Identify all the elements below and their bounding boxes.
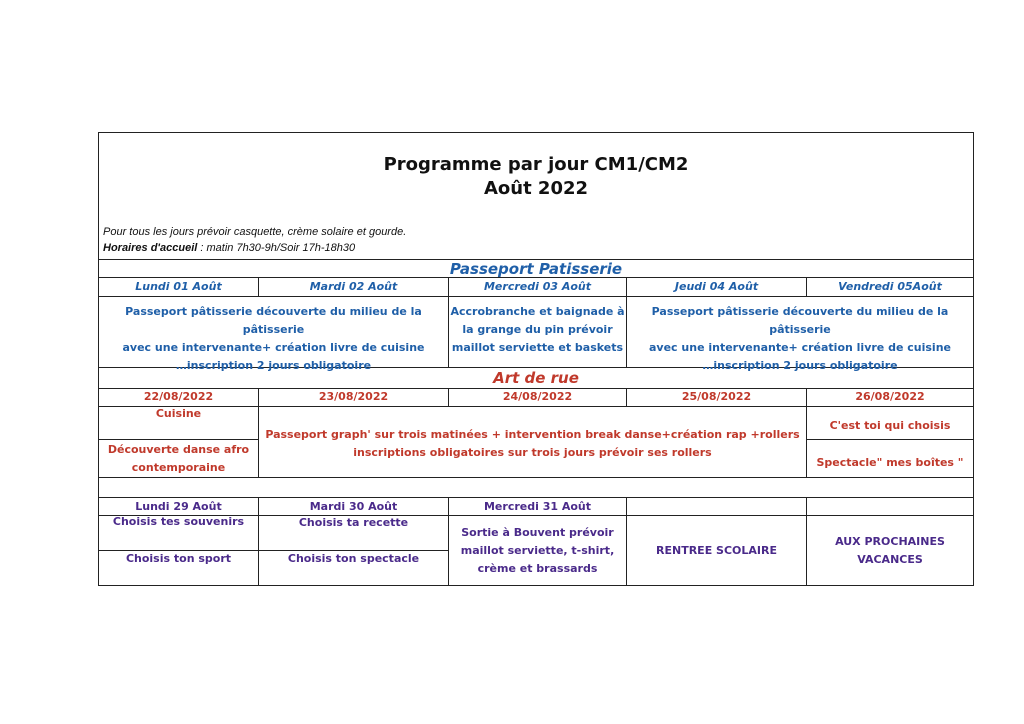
activity-sport: Choisis ton sport [125,552,232,565]
section-title-art-de-rue: Art de rue [493,369,579,387]
activity-line: crème et brassards [477,562,598,575]
activity-line: maillot serviette, t-shirt, [460,544,615,557]
day-header: Mercredi 31 Août [483,500,591,513]
activity-passeport-patisserie-2 [627,303,973,375]
activity-spectacle: Spectacle" mes boîtes " [816,456,964,469]
activity-line: …inscription 2 jours obligatoire [175,359,372,372]
date-header: 23/08/2022 [318,390,389,403]
activity-line: contemporaine [131,461,226,474]
day-header: Lundi 01 Août [135,280,222,293]
activity-cuisine: Cuisine [155,407,202,420]
schedule-frame [98,132,974,586]
rentree-scolaire: RENTREE SCOLAIRE [656,544,777,557]
page-title [99,153,973,201]
date-header: 26/08/2022 [855,390,925,403]
activity-line: Découverte danse afro [107,443,250,456]
activity-danse-afro [99,441,258,477]
day-header: Vendredi 05Août [838,280,942,293]
activity-line: Sortie à Bouvent prévoir [461,526,614,539]
activity-accrobranche [449,303,626,357]
day-header: Mercredi 03 Août [483,280,591,293]
divider [99,296,973,297]
activity-line: la grange du pin prévoir [462,323,613,336]
note-hours: : matin 7h30-9h/Soir 17h-18h30 [197,242,356,254]
day-header: Lundi 29 Août [135,500,222,513]
activity-passeport-graph [259,426,806,462]
activity-line: Passeport pâtisserie découverte du milieu de la pâtisserie [651,305,949,336]
day-header: Jeudi 04 Août [674,280,759,293]
activity-line: AUX PROCHAINES [835,535,945,548]
day-header: Mardi 30 Août [309,500,398,513]
note-line2 [103,242,355,254]
header [99,133,973,259]
activity-line: avec une intervenante+ création livre de cuisine [122,341,425,354]
divider [99,477,973,478]
activity-souvenirs: Choisis tes souvenirs [112,515,245,528]
activity-choix: C'est toi qui choisis [829,419,951,432]
activity-sortie-bouvent [449,524,626,578]
date-header: 24/08/2022 [502,390,573,403]
title-line1: Programme par jour CM1/CM2 [383,154,689,175]
divider [99,439,259,440]
activity-line: VACANCES [857,553,923,566]
date-header: 25/08/2022 [681,390,752,403]
note-line1: Pour tous les jours prévoir casquette, crème solaire et gourde. [103,226,407,238]
activity-line: avec une intervenante+ création livre de cuisine [649,341,951,354]
activity-line: inscriptions obligatoires sur trois jours prévoir ses rollers [353,446,712,459]
date-header: 22/08/2022 [143,390,214,403]
prochaines-vacances [807,533,973,569]
activity-line: Passeport pâtisserie découverte du milieu de la pâtisserie [125,305,422,336]
section-title-passeport: Passeport Patisserie [449,260,623,278]
activity-line: maillot serviette et baskets [451,341,624,354]
note-label: Horaires d'accueil [103,242,198,254]
divider [806,439,973,440]
activity-recette: Choisis ta recette [298,516,409,529]
title-line2: Août 2022 [483,178,589,199]
activity-line: Passeport graph' sur trois matinées + intervention break danse+création rap +rollers [265,428,800,441]
activity-spectacle-choix: Choisis ton spectacle [287,552,420,565]
activity-line: Accrobranche et baignade à [450,305,625,318]
activity-passeport-patisserie-1 [99,303,448,375]
day-header: Mardi 02 Août [309,280,398,293]
activity-line: …inscription 2 jours obligatoire [702,359,898,372]
